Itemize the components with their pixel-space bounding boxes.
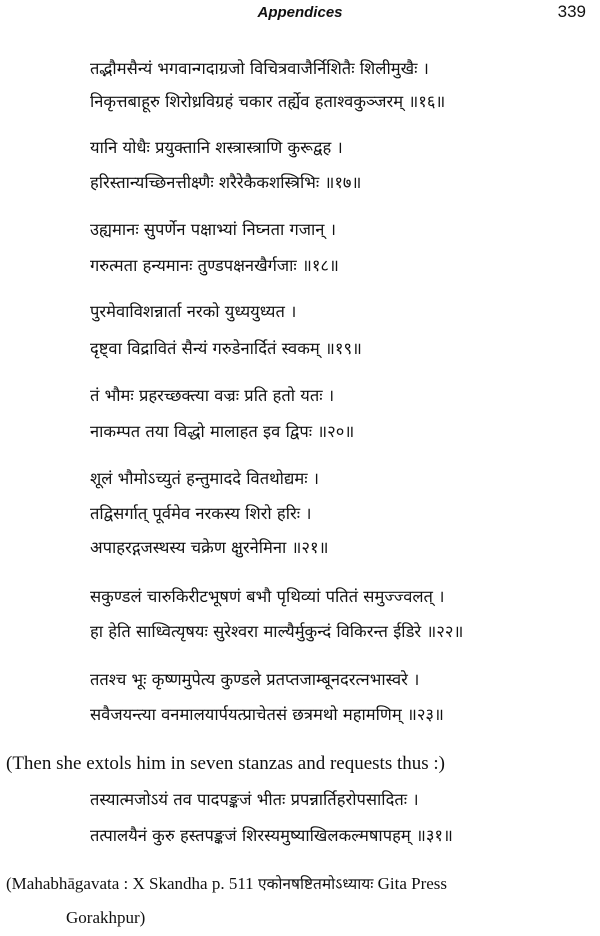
citation-place: Gorakhpur) bbox=[66, 908, 146, 927]
citation-publisher: Gita Press bbox=[373, 874, 448, 893]
verse-line: शूलं भौमोऽच्युतं हन्तुमाददे वितथोद्यमः । bbox=[90, 469, 320, 488]
verse-line: तस्यात्मजोऽयं तव पादपङ्कजं भीतः प्रपन्नार्तिहरोपसादितः । bbox=[90, 790, 419, 809]
verse-line: ततश्च भूः कृष्णमुपेत्य कुण्डले प्रतप्तजाम्बूनदरत्नभास्वरे । bbox=[90, 670, 420, 689]
verse-line: सकुण्डलं चारुकिरीटभूषणं बभौ पृथिव्यां पतितं समुज्ज्वलत् । bbox=[90, 587, 445, 606]
page-number: 339 bbox=[557, 2, 586, 21]
verse-line: तद्भौमसैन्यं भगवान्गदाग्रजो विचित्रवाजैर्निशितैः शिलीमुखैः । bbox=[90, 59, 429, 78]
verse-line: गरुत्मता हन्यमानः तुण्डपक्षनखैर्गजाः ॥१८॥ bbox=[90, 256, 339, 275]
verse-line: तत्पालयैनं कुरु हस्तपङ्कजं शिरस्यमुष्याखिलकल्मषापहम् ॥३१॥ bbox=[90, 826, 453, 845]
verse-line: नाकम्पत तया विद्धो मालाहत इव द्विपः ॥२०॥ bbox=[90, 422, 355, 441]
verse-line: यानि योधैः प्रयुक्तानि शस्त्रास्त्राणि कुरूद्वह । bbox=[90, 138, 343, 157]
verse-line: तं भौमः प्रहरच्छक्त्या वज्रः प्रति हतो यतः । bbox=[90, 386, 335, 405]
verse-line: अपाहरद्गजस्थस्य चक्रेण क्षुरनेमिना ॥२१॥ bbox=[90, 538, 329, 557]
verse-line: तद्विसर्गात् पूर्वमेव नरकस्य शिरो हरिः । bbox=[90, 504, 312, 523]
verse-line: हा हेति साध्वित्यृषयः सुरेश्वरा माल्यैर्मुकुन्दं विकिरन्त ईडिरे ॥२२॥ bbox=[90, 622, 464, 641]
verse-line: सवैजयन्त्या वनमालयार्पयत्प्राचेतसं छत्रमथो महामणिम् ॥२३॥ bbox=[90, 705, 444, 724]
verse-line: निकृत्तबाहूरु शिरोध्रविग्रहं चकार तर्ह्येव हताश्वकुञ्जरम् ॥१६॥ bbox=[90, 92, 446, 111]
verse-line: हरिस्तान्यच्छिनत्तीक्ष्णैः शरैरेकैकशस्त्रिभिः ॥१७॥ bbox=[90, 173, 362, 192]
verse-line: दृष्ट्वा विद्रावितं सैन्यं गरुडेनार्दितं स्वकम् ॥१९॥ bbox=[90, 339, 362, 358]
citation bbox=[6, 872, 447, 896]
page-header bbox=[0, 2, 600, 24]
translation-note: (Then she extols him in seven stanzas and requests thus :) bbox=[6, 753, 446, 774]
citation-source: (Mahabhāgavata : X Skandha p. 511 bbox=[6, 874, 258, 893]
verse-line: पुरमेवाविशन्नार्ता नरको युध्ययुध्यत । bbox=[90, 302, 297, 321]
verse-line: उह्यमानः सुपर्णेन पक्षाभ्यां निघ्नता गजान् । bbox=[90, 220, 336, 239]
citation-chapter: एकोनषष्टितमोऽध्यायः bbox=[257, 875, 374, 893]
running-title: Appendices bbox=[257, 4, 343, 21]
